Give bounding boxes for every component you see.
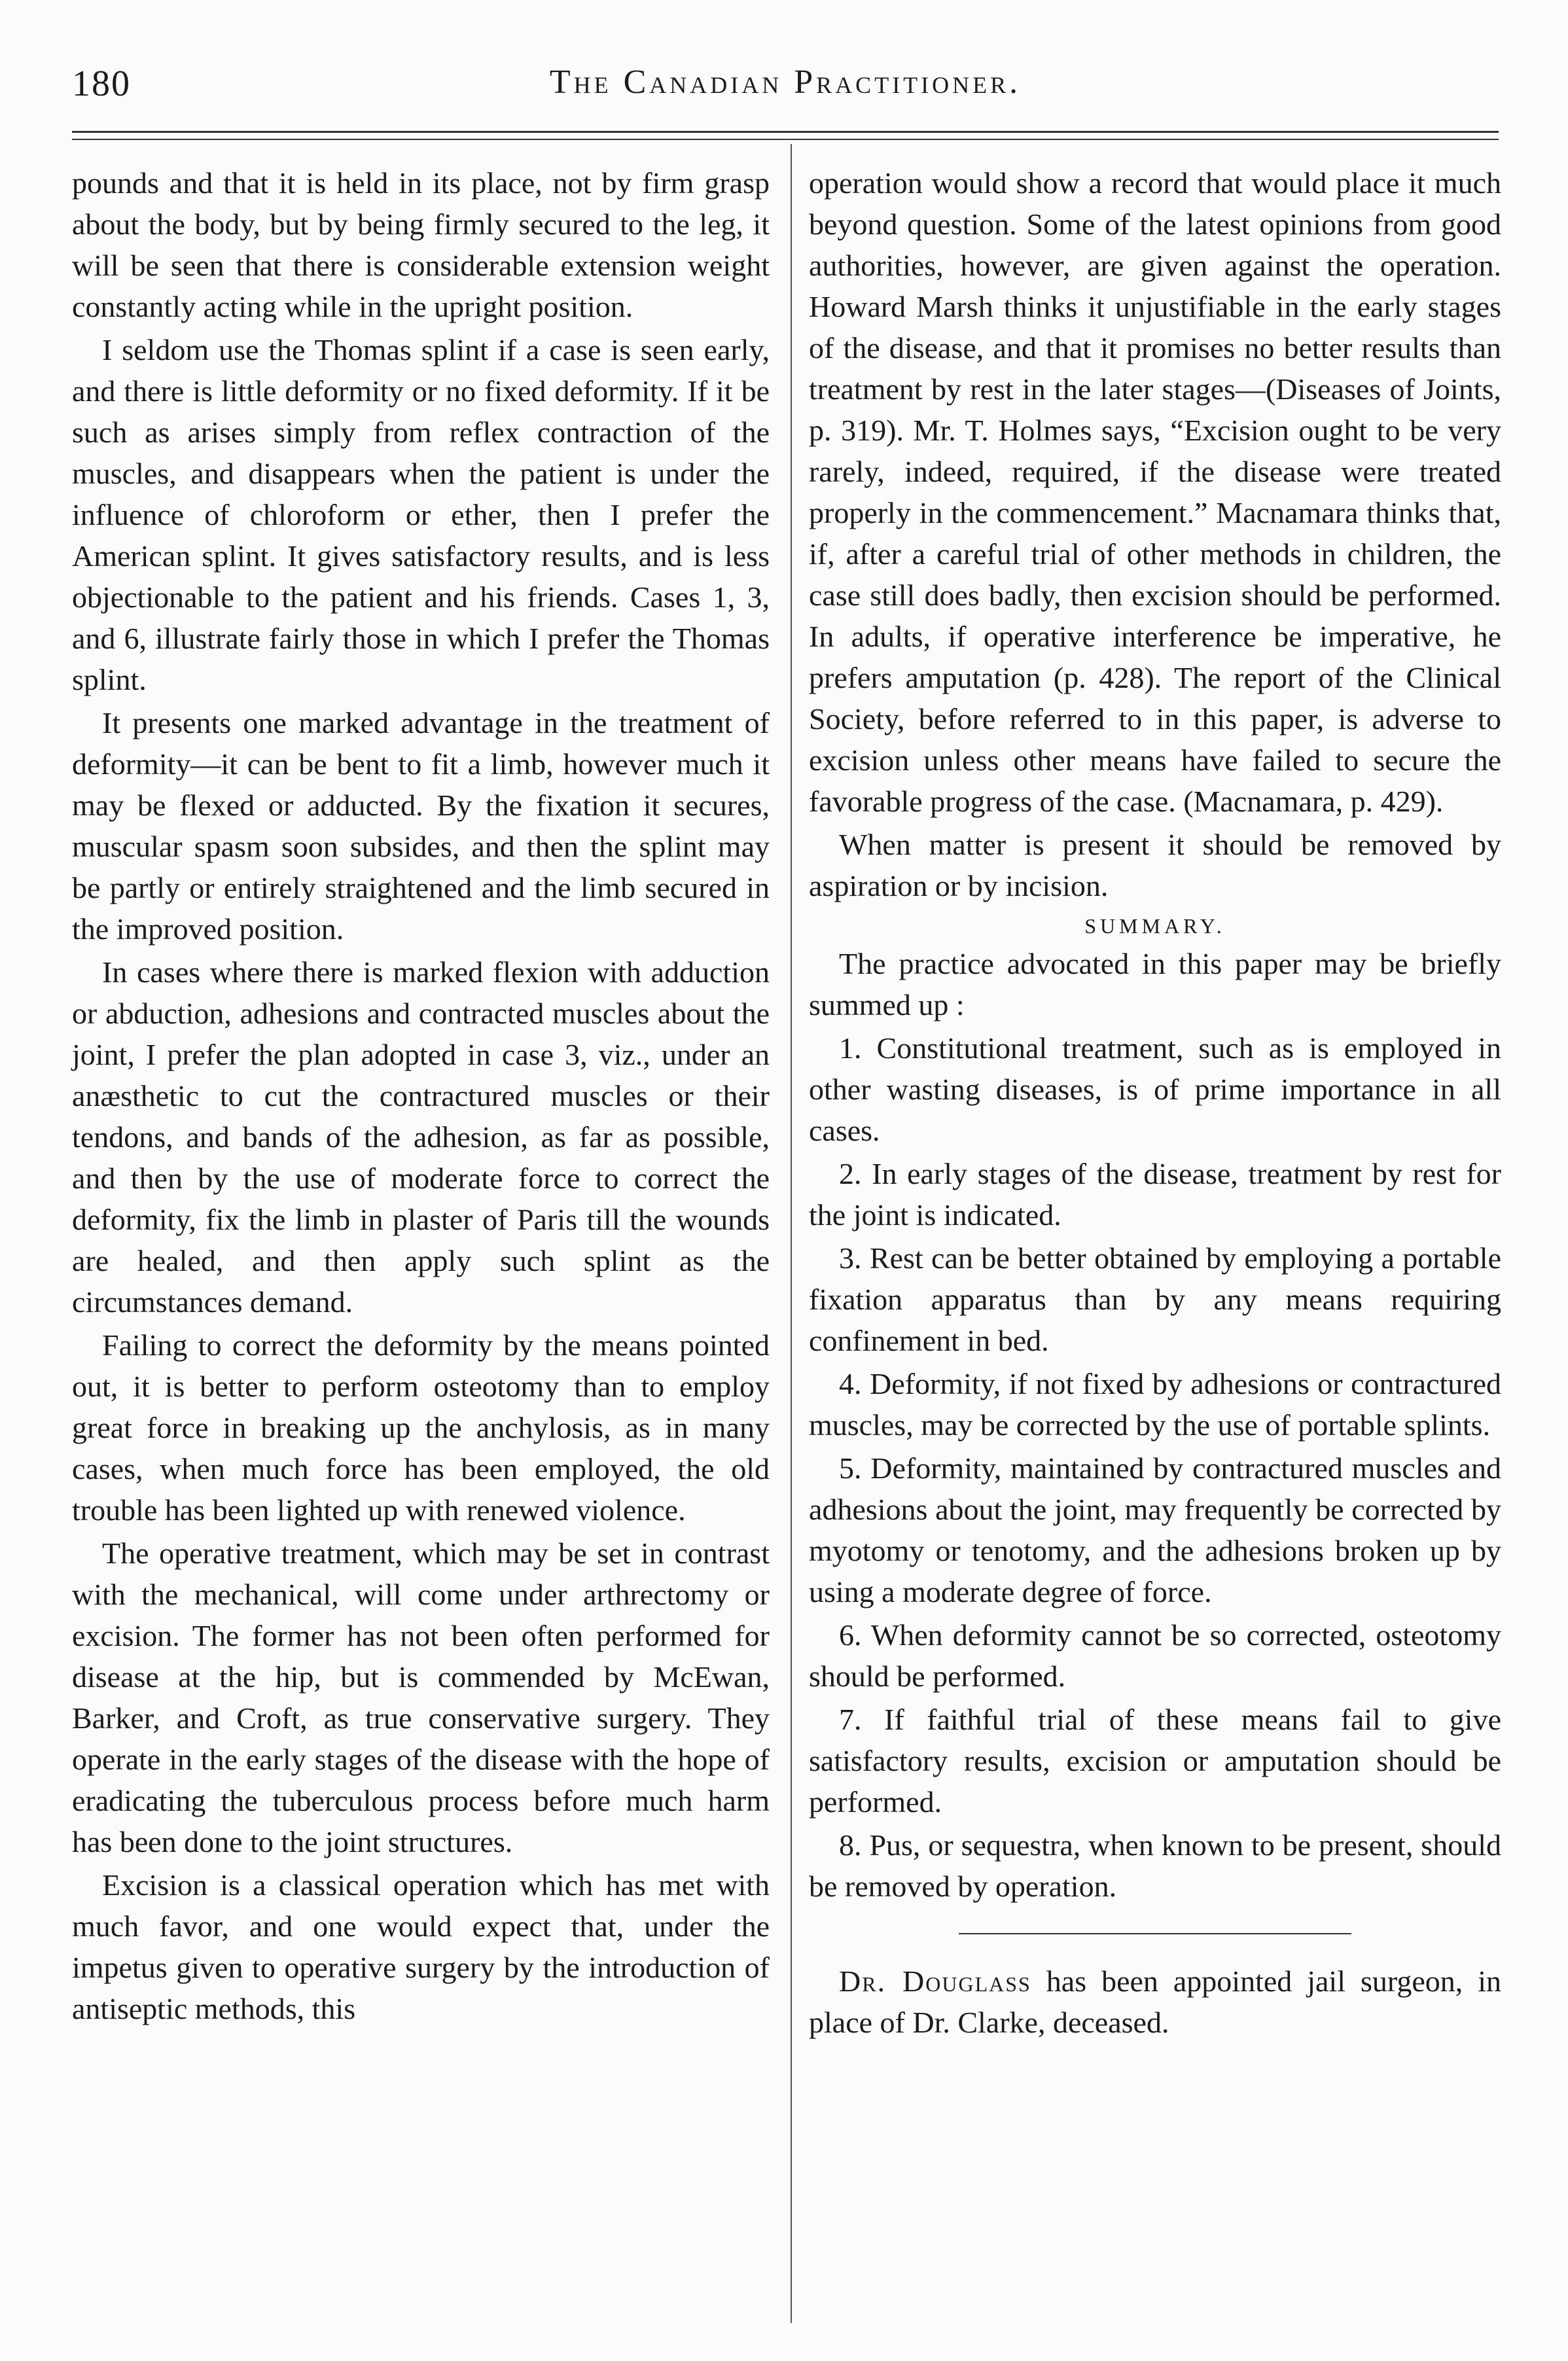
paragraph: Excision is a classical operation which has met with much favor, and one would expect that, under the impetus given to operative surgery by the introduction of antiseptic methods, this [72,1868,770,2025]
header-rule-top [72,131,1499,133]
summary-item: 2. In early stages of the disease, treatment by rest for the joint is indicated. [809,1157,1501,1232]
summary-item: 5. Deformity, maintained by contractured muscles and adhesions about the joint, may frequently be corrected by myotomy or tenotomy, and the adhesions broken up by using a moderate degree of force. [809,1451,1501,1608]
right-column [809,162,1501,2043]
summary-intro: The practice advocated in this paper may be briefly summed up : [809,947,1501,1021]
summary-item: 6. When deformity cannot be so corrected, osteotomy should be performed. [809,1618,1501,1693]
paragraph: operation would show a record that would place it much beyond question. Some of the latest opinions from good authorities, however, are given against the operation. Howard Marsh thinks it unjustifiable in the early stages of the disease, and that it promises no better results than treatment by rest in the later stages—(Diseases of Joints, p. 319). Mr. T. Holmes says, “Excision ought to be very rarely, indeed, required, if the disease were treated properly in the commencement.” Macnamara thinks that, if, after a careful trial of other methods in children, the case still does badly, then excision should be performed. In adults, if operative interference be imperative, he prefers amputation (p. 428). The report of the Clinical Society, before referred to in this paper, is adverse to excision unless other means have failed to secure the favorable progress of the case. (Macnamara, p. 429). [809,166,1501,818]
summary-item: 3. Rest can be better obtained by employing a portable fixation apparatus than by any means requiring confinement in bed. [809,1241,1501,1357]
column-divider [791,144,792,2323]
paragraph: In cases where there is marked flexion with adduction or abduction, adhesions and contracted muscles about the joint, I prefer the plan adopted in case 3, viz., under an anæsthetic to cut the contractured muscles or their tendons, and bands of the adhesion, as far as possible, and then by the use of moderate force to correct the deformity, fix the limb in plaster of Paris till the wounds are healed, and then apply such splint as the circumstances demand. [72,955,770,1319]
summary-item: 7. If faithful trial of these means fail to give satisfactory results, excision or amputation should be performed. [809,1703,1501,1819]
page-number: 180 [72,63,131,104]
header-rule-bottom [72,139,1499,140]
summary-item: 8. Pus, or sequestra, when known to be present, should be removed by operation. [809,1828,1501,1903]
paragraph: pounds and that it is held in its place, not by firm grasp about the body, but by being firmly secured to the leg, it will be seen that there is considerable extension weight constantly acting while in the upright position. [72,166,770,323]
summary-item: 1. Constitutional treatment, such as is employed in other wasting diseases, is of prime importance in all cases. [809,1031,1501,1147]
summary-heading: SUMMARY. [1084,914,1226,938]
running-title: The Canadian Practitioner. [549,63,1022,101]
section-divider [959,1933,1351,1934]
left-column [72,162,770,2029]
appointment-notice [809,1961,1501,2043]
paragraph: When matter is present it should be removed by aspiration or by incision. [809,828,1501,902]
notice-text: has been appointed jail surgeon, in place of Dr. Clarke, deceased. [809,1964,1501,2039]
paragraph: It presents one marked advantage in the treatment of deformity—it can be bent to fit a limb, however much it may be flexed or adducted. By the fixation it secures, muscular spasm soon subsides, and then the splint may be partly or entirely straightened and the limb secured in the improved position. [72,706,770,946]
page-header [72,63,1499,115]
paragraph: The operative treatment, which may be set in contrast with the mechanical, will come under arthrectomy or excision. The former has not been often performed for disease at the hip, but is commended by McEwan, Barker, and Croft, as true conservative surgery. They operate in the early stages of the disease with the hope of eradicating the tuberculous process before much harm has been done to the joint structures. [72,1536,770,1858]
paragraph: I seldom use the Thomas splint if a case is seen early, and there is little deformity or no fixed deformity. If it be such as arises simply from reflex contraction of the muscles, and disappears when the patient is under the influence of chloroform or ether, then I prefer the American splint. It gives satisfactory results, and is less objectionable to the patient and his friends. Cases 1, 3, and 6, illustrate fairly those in which I prefer the Thomas splint. [72,333,770,696]
paragraph: Failing to correct the deformity by the means pointed out, it is better to perform osteotomy than to employ great force in breaking up the anchylosis, as in many cases, when much force has been employed, the old trouble has been lighted up with renewed violence. [72,1328,770,1527]
summary-item: 4. Deformity, if not fixed by adhesions or contractured muscles, may be corrected by the use of portable splints. [809,1367,1501,1442]
notice-name: Dr. Douglass [839,1964,1031,1998]
